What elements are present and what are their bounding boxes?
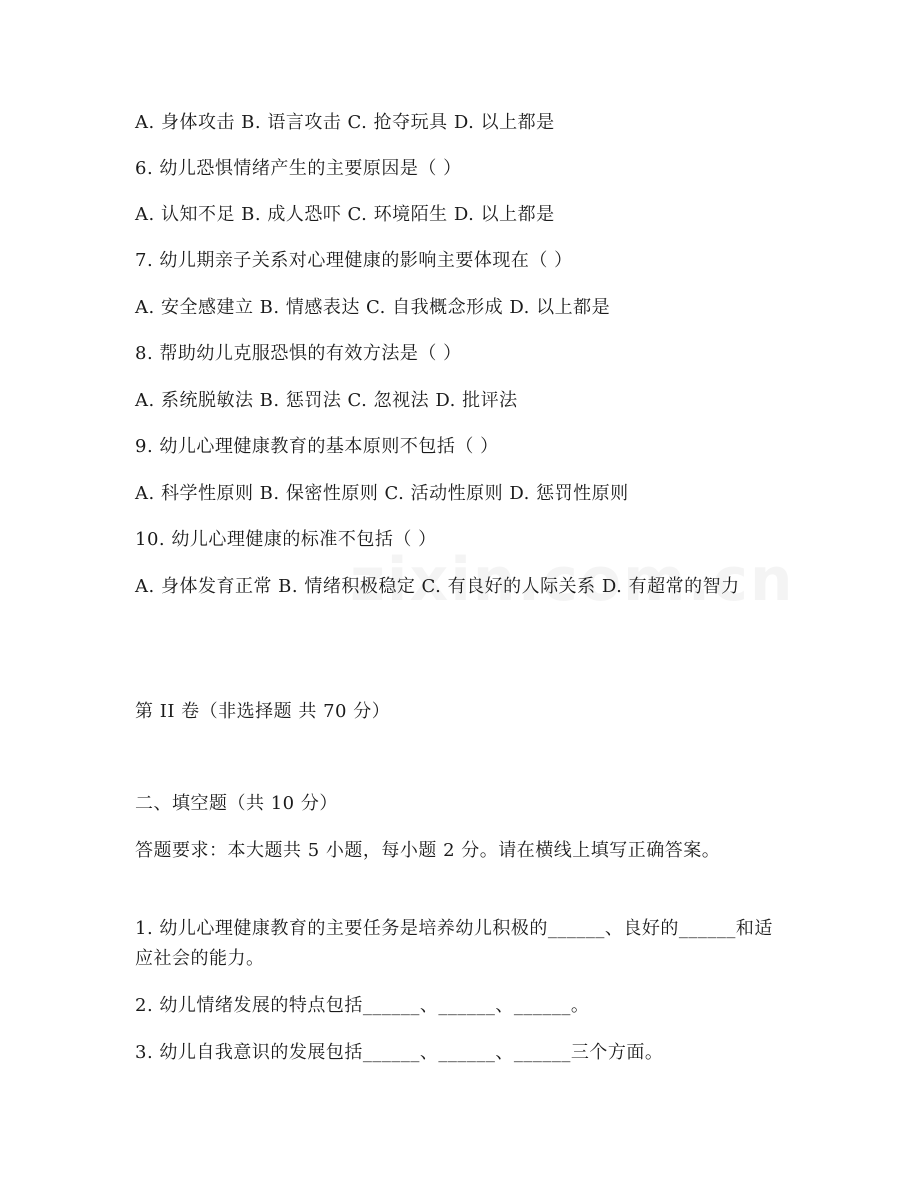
question-7: 7. 幼儿期亲子关系对心理健康的影响主要体现在（ ）: [135, 250, 573, 271]
section-2-requirements: 答题要求：本大题共 5 小题，每小题 2 分。请在横线上填写正确答案。: [135, 840, 721, 861]
section-2-title: 二、填空题（共 10 分）: [135, 793, 338, 814]
fill-question-2: 2. 幼儿情绪发展的特点包括______、______、______。: [135, 995, 590, 1016]
question-9: 9. 幼儿心理健康教育的基本原则不包括（ ）: [135, 436, 499, 457]
question-6: 6. 幼儿恐惧情绪产生的主要原因是（ ）: [135, 158, 462, 179]
question-7-options: A. 安全感建立 B. 情感表达 C. 自我概念形成 D. 以上都是: [135, 297, 611, 318]
fill-question-3: 3. 幼儿自我意识的发展包括______、______、______三个方面。: [135, 1042, 664, 1063]
question-10-options: A. 身体发育正常 B. 情绪积极稳定 C. 有良好的人际关系 D. 有超常的智力: [135, 576, 740, 597]
question-8-options: A. 系统脱敏法 B. 惩罚法 C. 忽视法 D. 批评法: [135, 390, 518, 411]
question-6-options: A. 认知不足 B. 成人恐吓 C. 环境陌生 D. 以上都是: [135, 204, 555, 225]
fill-question-1: 1. 幼儿心理健康教育的主要任务是培养幼儿积极的______、良好的______和适应社会的能力。: [135, 918, 773, 969]
question-9-options: A. 科学性原则 B. 保密性原则 C. 活动性原则 D. 惩罚性原则: [135, 483, 629, 504]
part-2-title: 第 II 卷（非选择题 共 70 分）: [135, 701, 391, 722]
question-5-options: A. 身体攻击 B. 语言攻击 C. 抢夺玩具 D. 以上都是: [135, 112, 555, 133]
question-10: 10. 幼儿心理健康的标准不包括（ ）: [135, 529, 437, 550]
question-8: 8. 帮助幼儿克服恐惧的有效方法是（ ）: [135, 343, 462, 364]
